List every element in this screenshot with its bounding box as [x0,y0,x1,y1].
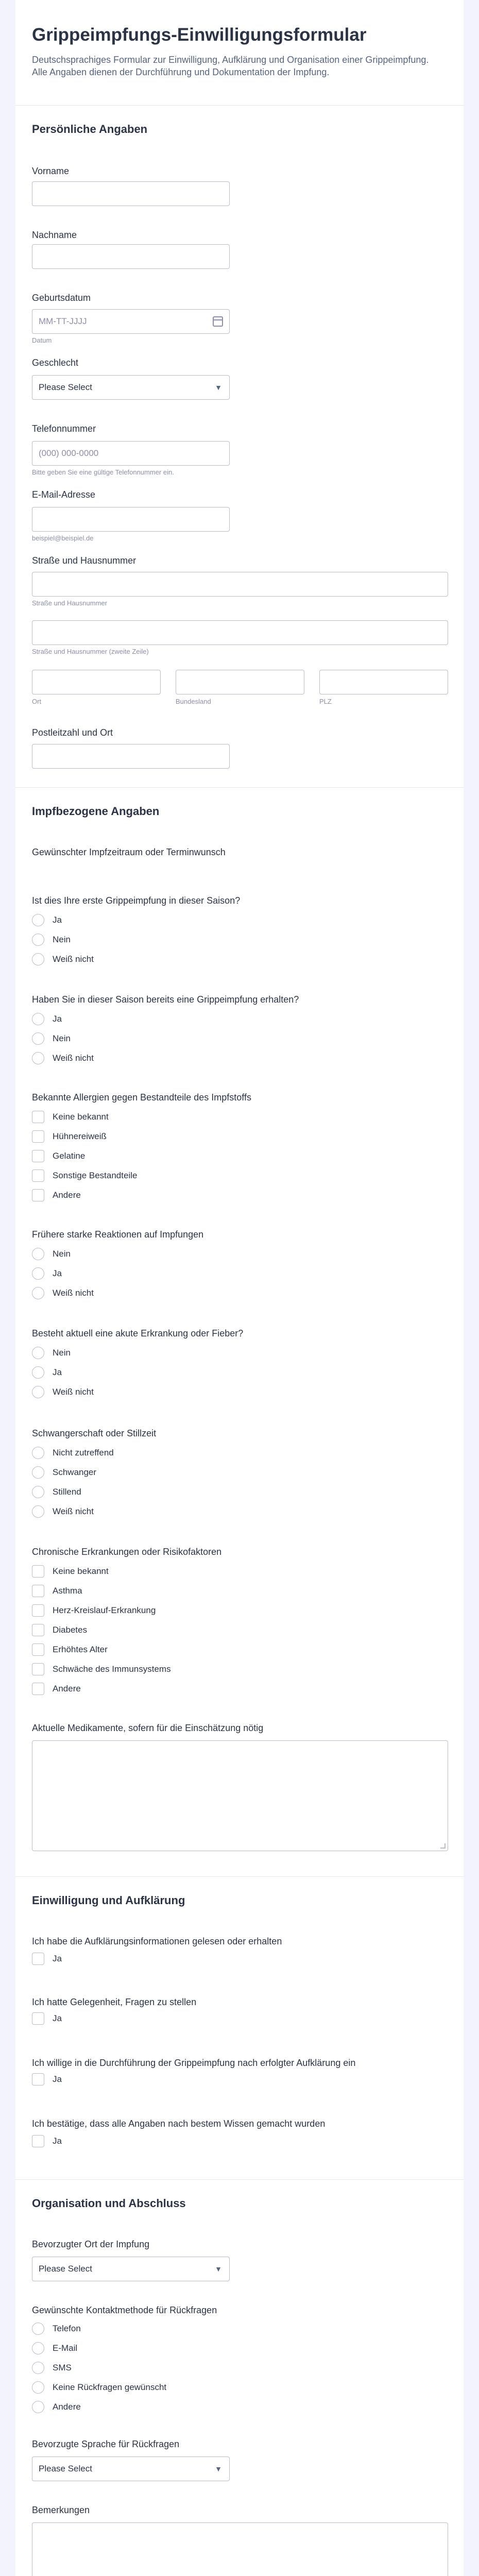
zeitraum-label: Gewünschter Impfzeitraum oder Terminwunsch [32,847,226,857]
divider [15,2179,464,2180]
sprache-label: Bevorzugte Sprache für Rückfragen [32,2439,180,2449]
section-title-personal: Persönliche Angaben [32,123,148,135]
radio-button[interactable] [32,1013,44,1025]
consent-2-label: Ich hatte Gelegenheit, Fragen zu stellen [32,1997,197,2007]
bundesland-input[interactable] [176,670,304,694]
checkbox[interactable] [32,2012,44,2025]
radio-button[interactable] [32,1505,44,1518]
checkbox[interactable] [32,1683,44,1695]
checkbox[interactable] [32,1150,44,1162]
form-title: Grippeimpfungs-Einwilligungsformular [32,25,367,45]
geburtsdatum-label: Geburtsdatum [32,293,91,303]
consent-3-label: Ich willige in die Durchführung der Grippeimpfung nach erfolgter Aufklärung ein [32,2058,356,2068]
q7-label: Chronische Erkrankungen oder Risikofaktoren [32,1547,222,1557]
divider [15,105,464,106]
q4-label: Frühere starke Reaktionen auf Impfungen [32,1229,204,1240]
resize-handle-icon[interactable] [440,1843,446,1849]
chevron-down-icon: ▼ [215,2265,222,2273]
radio-button[interactable] [32,2342,44,2354]
calendar-icon[interactable] [213,316,223,327]
sprache-value: Please Select [39,2464,92,2473]
radio-button[interactable] [32,1386,44,1398]
telefon-placeholder: (000) 000-0000 [39,448,99,458]
email-label: E-Mail-Adresse [32,489,96,500]
plz-input[interactable] [319,670,448,694]
geschlecht-select[interactable] [32,375,230,400]
radio-button[interactable] [32,2323,44,2335]
chevron-down-icon: ▼ [215,2465,222,2473]
vorname-input[interactable] [32,181,230,206]
checkbox[interactable] [32,1953,44,1965]
geschlecht-value: Please Select [39,382,92,392]
q5-label: Besteht aktuell eine akute Erkrankung oder Fieber? [32,1328,244,1338]
radio-button[interactable] [32,1366,44,1379]
kontakt-label: Gewünschte Kontaktmethode für Rückfragen [32,2305,217,2315]
checkbox[interactable] [32,1130,44,1143]
q3-label: Bekannte Allergien gegen Bestandteile des Impfstoffs [32,1092,251,1103]
nachname-input[interactable] [32,244,230,269]
form-card: Grippeimpfungs-Einwilligungsformular Deutschsprachiges Formular zur Einwilligung, Aufklärung und Organisation einer Grippeimpfung. Alle Angaben dienen der Durchführung und Dokumentation der Impfung. Persönliche Angaben Vorname Nachname Geburtsdatum MM-TT-JJJJ Datum Geschlecht Please Select ▼ Telefonnummer (000) 000-0000 Bitte geben Sie eine gültige Telefonnummer ein. E-Mail-Adresse beispiel@beispiel.de Straße und Hausnummer Straße und Hausnummer Straße und Hausnummer (zweite Zeile) Ort Bundesland PLZ Postleitzahl und Ort Impfbezogene Angaben Gewünschter Impfzeitraum oder Terminwunsch Ist dies Ihre erste Grippeimpfung in dieser Saison? Ja Nein Weiß nicht Haben Sie in dieser Saison bereits eine Grippeimpfung erhalten? Ja Nein Weiß nicht Bekannte Allergien gegen Bestandteile des Impfstoffs Keine bekannt Hühnereiweiß Gelatine Sonstige Bestandteile Andere Frühere starke Reaktionen auf Impfungen Nein Ja Weiß nicht Besteht aktuell eine akute Erkrankung oder Fieber? Nein Ja Weiß nicht Schwangerschaft oder Stillzeit Nicht zutreffend Schwanger Stillend Weiß nicht Chronische Erkrankungen oder Risikofaktoren Keine bekannt Asthma Herz-Kreislauf-Erkrankung Diabetes Erhöhtes Alter Schwäche des Immunsystems Andere Aktuelle Medikamente, sofern für die Einschätzung nötig Einwilligung und Aufklärung Ich habe die Aufklärungsinformationen gelesen oder erhalten Ja Ich hatte Gelegenheit, Fragen zu stellen Ja Ich willige in die Durchführung der Grippeimpfung nach erfolgter Aufklärung ein Ja Ich bestätige, dass alle Angaben nach bestem Wissen gemacht wurden Ja Organisation und Abschluss Bevorzugter Ort der Impfung Please Select ▼ Gewünschte Kontaktmethode für Rückfragen Telefon E-Mail SMS Keine Rückfragen gewünscht Andere Bevorzugte Sprache für Rückfragen Please Select ▼ Bemerkungen [15,0,464,2576]
consent-4-label: Ich bestätige, dass alle Angaben nach bestem Wissen gemacht wurden [32,2119,326,2129]
strasse-sublabel-1: Straße und Hausnummer [32,599,107,607]
checkbox[interactable] [32,1170,44,1182]
divider [15,787,464,788]
checkbox[interactable] [32,2073,44,2086]
q1-label: Ist dies Ihre erste Grippeimpfung in dieser Saison? [32,895,241,906]
telefon-input[interactable] [32,441,230,466]
geburtsdatum-input[interactable] [32,309,230,334]
section-title-consent: Einwilligung und Aufklärung [32,1894,185,1907]
checkbox[interactable] [32,1643,44,1656]
section-title-org: Organisation und Abschluss [32,2197,186,2210]
nachname-label: Nachname [32,230,77,240]
radio-button[interactable] [32,1248,44,1260]
strasse-label: Straße und Hausnummer [32,555,136,566]
sprache-select[interactable] [32,2456,230,2481]
ort-input[interactable] [32,670,161,694]
radio-button[interactable] [32,2381,44,2394]
bemerkungen-textarea[interactable] [32,2522,448,2576]
plz-ort-label: Postleitzahl und Ort [32,727,113,738]
strasse-input-2[interactable] [32,620,448,645]
telefon-label: Telefonnummer [32,423,96,434]
consent-1-label: Ich habe die Aufklärungsinformationen gelesen oder erhalten [32,1936,282,1946]
q2-label: Haben Sie in dieser Saison bereits eine Grippeimpfung erhalten? [32,994,299,1005]
form-subtitle: Deutschsprachiges Formular zur Einwilligung, Aufklärung und Organisation einer Grippeimpfung. Alle Angaben dienen der Durchführung und Dokumentation der Impfung. [32,55,429,77]
checkbox[interactable] [32,1663,44,1675]
radio-button[interactable] [32,1052,44,1064]
radio-button[interactable] [32,934,44,946]
bemerkungen-label: Bemerkungen [32,2505,90,2515]
checkbox[interactable] [32,1565,44,1578]
strasse-input-1[interactable] [32,572,448,597]
geburtsdatum-sublabel: Datum [32,336,52,344]
checkbox[interactable] [32,1111,44,1123]
email-sublabel: beispiel@beispiel.de [32,534,94,542]
radio-button[interactable] [32,2362,44,2374]
checkbox[interactable] [32,1585,44,1597]
medikamente-textarea[interactable] [32,1740,448,1851]
checkbox[interactable] [32,1189,44,1201]
impfort-select[interactable] [32,2257,230,2281]
plz-ort-input[interactable] [32,744,230,769]
strasse-sublabel-2: Straße und Hausnummer (zweite Zeile) [32,648,149,655]
radio-button[interactable] [32,2401,44,2413]
radio-button[interactable] [32,914,44,926]
plz-sublabel: PLZ [319,698,332,705]
bundesland-sublabel: Bundesland [176,698,211,705]
checkbox[interactable] [32,1624,44,1636]
geburtsdatum-placeholder: MM-TT-JJJJ [39,316,87,326]
geschlecht-label: Geschlecht [32,358,79,368]
vorname-label: Vorname [32,166,70,176]
radio-button[interactable] [32,1447,44,1459]
radio-button[interactable] [32,1287,44,1299]
q6-label: Schwangerschaft oder Stillzeit [32,1428,157,1438]
radio-button[interactable] [32,1466,44,1479]
medikamente-label: Aktuelle Medikamente, sofern für die Einschätzung nötig [32,1723,264,1733]
radio-button[interactable] [32,1347,44,1359]
checkbox[interactable] [32,1604,44,1617]
radio-button[interactable] [32,1032,44,1045]
ort-sublabel: Ort [32,698,42,705]
checkbox[interactable] [32,2135,44,2147]
telefon-sublabel: Bitte geben Sie eine gültige Telefonnummer ein. [32,468,174,476]
impfort-value: Please Select [39,2264,92,2274]
radio-button[interactable] [32,1486,44,1498]
radio-button[interactable] [32,953,44,965]
section-title-vaccine: Impfbezogene Angaben [32,805,160,818]
email-input[interactable] [32,507,230,532]
divider [15,1876,464,1877]
radio-button[interactable] [32,1267,44,1280]
impfort-label: Bevorzugter Ort der Impfung [32,2239,150,2249]
chevron-down-icon: ▼ [215,383,222,392]
